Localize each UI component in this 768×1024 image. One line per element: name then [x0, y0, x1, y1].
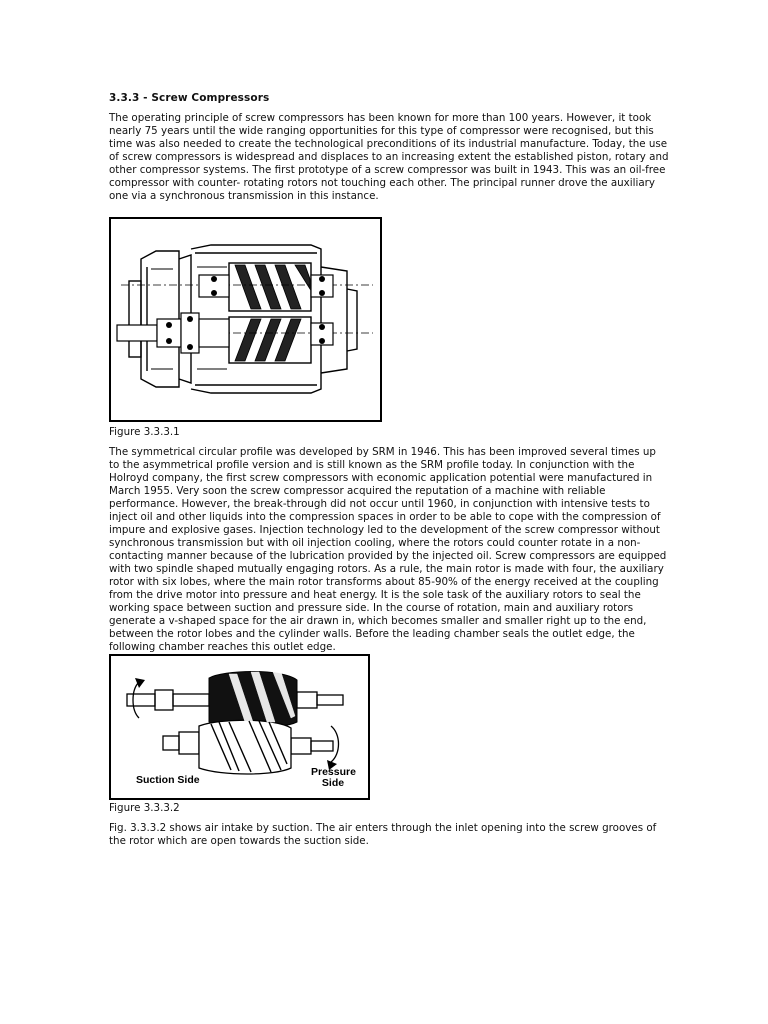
- paragraph-history: The operating principle of screw compressors has been known for more than 100 years. However, it took nearly 75 years until the wide ranging opportunities for this type of compressor were recognised, but this time was also needed to create the technological preconditions of its industrial manufacture. Today, the use of screw compressors is widespread and displaces to an increasing extent the established piston, rotary and other compressor systems. The first prototype of a screw compressor was built in 1943. This was an oil-free compressor with counter- rotating rotors not touching each other. The principal runner drove the auxiliary one via a synchronous transmission in this instance.: [109, 112, 669, 202]
- pressure-side-label: [311, 767, 355, 789]
- section-heading: 3.3.3 - Screw Compressors: [109, 92, 270, 104]
- pressure-label-line2: Side: [321, 777, 345, 789]
- paragraph-development: The symmetrical circular profile was developed by SRM in 1946. This has been improved several times up to the asymmetrical profile version and is still known as the SRM profile today. In conjunction with the Holroyd company, the first screw compressors with economic application potential were manufactured in March 1955. Very soon the screw compressor acquired the reputation of a machine with reliable performance. However, the break-through did not occur until 1960, in conjunction with intensive tests to inject oil and other liquids into the compression spaces in order to be able to cope with the compression of impure and explosive gases. Injection technology led to the development of the screw compressor without synchronous transmission but with oil injection cooling, where the rotors could counter rotate in a non-contacting manner because of the lubrication provided by the injected oil. Screw compressors are equipped with two spindle shaped mutually engaging rotors. As a rule, the main rotor is made with four, the auxiliary rotor with six lobes, where the main rotor transforms about 85-90% of the energy received at the coupling from the drive motor into pressure and heat energy. It is the sole task of the auxiliary rotors to seal the working space between suction and pressure side. In the course of rotation, main and auxiliary rotors generate a v-shaped space for the air drawn in, which becomes smaller and smaller right up to the end, between the rotor lobes and the cylinder walls. Before the leading chamber seals the outlet edge, the following chamber reaches this outlet edge.: [109, 446, 667, 653]
- figure-caption: Figure 3.3.3.1: [109, 426, 180, 438]
- figure-screw-compressor-cross-section: [109, 217, 382, 422]
- paragraph-air-intake: Fig. 3.3.3.2 shows air intake by suction. The air enters through the inlet opening into the screw grooves of the rotor which are open towards the suction side.: [109, 822, 657, 847]
- screw-compressor-drawing: [111, 219, 380, 420]
- suction-side-label: Suction Side: [136, 774, 200, 786]
- figure-caption: Figure 3.3.3.2: [109, 802, 180, 814]
- pressure-label-line1: Pressure: [311, 766, 356, 778]
- figure-rotor-pair: [109, 654, 370, 800]
